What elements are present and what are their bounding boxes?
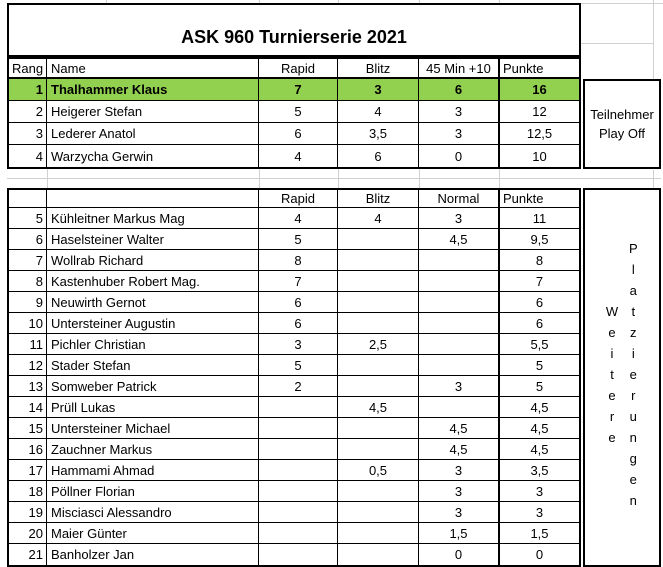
normal-cell[interactable]: 0 (454, 148, 463, 164)
punkte-cell[interactable]: 3,5 (498, 460, 579, 481)
name-cell[interactable]: Warzycha Gerwin (47, 145, 259, 167)
normal-cell[interactable] (419, 250, 498, 271)
normal-cell[interactable]: 3 (419, 502, 498, 523)
blitz-cell[interactable] (338, 250, 419, 271)
rapid-cell[interactable]: 4 (259, 145, 338, 167)
table-row[interactable] (9, 334, 579, 355)
blitz-cell[interactable] (338, 355, 419, 376)
name-cell[interactable]: Pichler Christian (47, 334, 259, 355)
punkte-cell[interactable]: 5,5 (498, 334, 579, 355)
name-cell[interactable]: Kastenhuber Robert Mag. (47, 271, 259, 292)
name-cell[interactable]: Kühleitner Markus Mag (47, 208, 259, 229)
rank-cell[interactable]: 7 (9, 250, 47, 271)
gridline (419, 169, 420, 188)
column-header-blitz[interactable]: Blitz (338, 190, 419, 208)
blitz-cell[interactable]: 2,5 (338, 334, 419, 355)
normal-cell[interactable]: 3 (419, 376, 498, 397)
table-row[interactable] (9, 418, 579, 439)
name-cell[interactable]: Maier Günter (47, 523, 259, 544)
others-table (7, 188, 581, 567)
rapid-cell[interactable]: 7 (259, 271, 338, 292)
rapid-cell[interactable]: 7 (259, 79, 338, 101)
rapid-cell[interactable] (259, 397, 338, 418)
normal-cell[interactable] (419, 397, 498, 418)
rank-cell[interactable]: 13 (9, 376, 47, 397)
rank-cell[interactable]: 20 (9, 523, 47, 544)
normal-cell[interactable] (419, 334, 498, 355)
blitz-cell[interactable] (338, 229, 419, 250)
table-row[interactable] (9, 79, 579, 101)
name-cell[interactable]: Untersteiner Augustin (47, 313, 259, 334)
normal-cell[interactable]: 1,5 (419, 523, 498, 544)
blitz-cell[interactable]: 6 (338, 145, 419, 167)
punkte-cell[interactable]: 5 (498, 355, 579, 376)
page-title: ASK 960 Turnierserie 2021 (181, 27, 407, 47)
rank-cell[interactable]: 5 (9, 208, 47, 229)
name-cell[interactable]: Wollrab Richard (47, 250, 259, 271)
name-cell[interactable]: Banholzer Jan (47, 544, 259, 565)
blitz-cell[interactable]: 4,5 (338, 397, 419, 418)
rank-cell[interactable]: 3 (9, 123, 47, 145)
blitz-cell[interactable]: 3 (338, 79, 419, 101)
rapid-cell[interactable] (259, 523, 338, 544)
name-cell[interactable]: Misciasci Alessandro (47, 502, 259, 523)
name-cell[interactable]: Pöllner Florian (47, 481, 259, 502)
gridline (581, 43, 653, 44)
rank-cell[interactable]: 8 (9, 271, 47, 292)
normal-cell[interactable]: 4,5 (419, 418, 498, 439)
table-row[interactable] (9, 544, 579, 565)
table-row[interactable] (9, 229, 579, 250)
column-header-blitz[interactable]: Blitz (338, 59, 419, 79)
rapid-cell[interactable]: 6 (259, 123, 338, 145)
punkte-cell[interactable]: 6 (498, 313, 579, 334)
column-header-punkte[interactable]: Punkte (498, 59, 579, 79)
rapid-cell[interactable] (259, 502, 338, 523)
rapid-cell[interactable] (259, 544, 338, 565)
column-header-45min[interactable]: 45 Min +10 (419, 59, 498, 79)
table-row[interactable] (9, 481, 579, 502)
punkte-cell[interactable]: 3 (498, 502, 579, 523)
gridline (7, 178, 661, 179)
table-row[interactable] (9, 439, 579, 460)
vertical-word-platzierungen: Platzierungen (625, 241, 641, 514)
normal-cell[interactable] (419, 292, 498, 313)
rank-cell[interactable]: 10 (9, 313, 47, 334)
table-row[interactable] (9, 208, 579, 229)
name-cell[interactable]: Untersteiner Michael (47, 418, 259, 439)
gridline (653, 170, 654, 188)
name-cell[interactable]: Prüll Lukas (47, 397, 259, 418)
table-row[interactable] (9, 271, 579, 292)
normal-cell[interactable] (419, 271, 498, 292)
punkte-cell[interactable]: 12 (498, 101, 579, 123)
column-header-normal[interactable]: Normal (419, 190, 498, 208)
gridline (47, 169, 48, 188)
rapid-cell[interactable]: 5 (259, 101, 338, 123)
name-cell[interactable]: Somweber Patrick (47, 376, 259, 397)
normal-cell[interactable]: 4,5 (419, 439, 498, 460)
table-row[interactable] (9, 292, 579, 313)
blitz-cell[interactable] (338, 481, 419, 502)
punkte-cell[interactable]: 12,5 (498, 123, 579, 145)
table-row[interactable] (9, 523, 579, 544)
table-row[interactable] (9, 460, 579, 481)
column-header-empty-name[interactable] (47, 190, 259, 208)
rapid-cell[interactable] (259, 481, 338, 502)
rapid-cell[interactable]: 5 (259, 355, 338, 376)
normal-cell[interactable]: 3 (419, 208, 498, 229)
blitz-cell[interactable] (338, 502, 419, 523)
punkte-cell[interactable]: 9,5 (498, 229, 579, 250)
blitz-cell[interactable] (338, 418, 419, 439)
rapid-cell[interactable]: 4 (259, 208, 338, 229)
column-header-name[interactable]: Name (47, 59, 259, 79)
playoff-rows (9, 79, 579, 167)
name-cell[interactable]: Hammami Ahmad (47, 460, 259, 481)
rank-cell[interactable]: 4 (9, 145, 47, 167)
punkte-cell[interactable]: 5 (498, 376, 579, 397)
rapid-cell[interactable] (259, 439, 338, 460)
gridline (338, 169, 339, 188)
rank-cell[interactable]: 21 (9, 544, 47, 565)
others-rows (9, 208, 579, 565)
rank-cell[interactable]: 12 (9, 355, 47, 376)
table-row[interactable] (9, 123, 579, 145)
name-cell[interactable]: Haselsteiner Walter (47, 229, 259, 250)
blitz-cell[interactable] (338, 376, 419, 397)
playoff-label-line1: Teilnehmer (590, 106, 654, 122)
gridline (259, 169, 260, 188)
playoff-header-row (9, 59, 579, 79)
rank-cell[interactable]: 18 (9, 481, 47, 502)
punkte-cell[interactable]: 4,5 (498, 439, 579, 460)
title-cell[interactable] (7, 3, 581, 57)
column-header-rapid[interactable]: Rapid (259, 59, 338, 79)
rapid-cell[interactable] (259, 460, 338, 481)
blitz-cell[interactable]: 4 (338, 208, 419, 229)
rank-cell[interactable]: 6 (9, 229, 47, 250)
playoff-participants-box (583, 79, 661, 169)
table-row[interactable] (9, 355, 579, 376)
rapid-cell[interactable]: 6 (259, 292, 338, 313)
punkte-cell[interactable]: 4,5 (498, 397, 579, 418)
rank-cell[interactable]: 1 (9, 79, 47, 101)
blitz-cell[interactable] (338, 523, 419, 544)
gridline (581, 3, 663, 4)
blitz-cell[interactable] (338, 544, 419, 565)
name-cell[interactable]: Thalhammer Klaus (47, 79, 259, 101)
rank-cell[interactable]: 2 (9, 101, 47, 123)
column-header-rang[interactable]: Rang (9, 59, 47, 79)
gridline (653, 0, 654, 79)
rank-cell[interactable]: 16 (9, 439, 47, 460)
column-header-punkte[interactable]: Punkte (498, 190, 579, 208)
normal-cell[interactable] (419, 355, 498, 376)
normal-cell[interactable]: 0 (454, 547, 463, 562)
punkte-cell[interactable]: 0 (498, 544, 579, 565)
rapid-cell[interactable]: 6 (259, 313, 338, 334)
rank-cell[interactable]: 19 (9, 502, 47, 523)
rank-cell[interactable]: 15 (9, 418, 47, 439)
table-row[interactable] (9, 250, 579, 271)
table-row[interactable] (9, 101, 579, 123)
table-row[interactable] (9, 376, 579, 397)
blitz-cell[interactable] (338, 313, 419, 334)
table-row[interactable] (9, 313, 579, 334)
punkte-cell[interactable]: 11 (498, 208, 579, 229)
weitere-platzierungen-box (583, 188, 661, 567)
playoff-table (7, 57, 581, 169)
rank-cell[interactable]: 17 (9, 460, 47, 481)
blitz-cell[interactable] (338, 439, 419, 460)
blitz-cell[interactable] (338, 292, 419, 313)
rapid-cell[interactable]: 8 (259, 250, 338, 271)
normal-cell[interactable]: 3 (419, 123, 498, 145)
punkte-cell[interactable]: 8 (498, 250, 579, 271)
normal-cell[interactable]: 3 (419, 101, 498, 123)
gridline (499, 169, 500, 188)
name-cell[interactable]: Zauchner Markus (47, 439, 259, 460)
punkte-cell[interactable]: 16 (498, 79, 579, 101)
blitz-cell[interactable] (338, 271, 419, 292)
table-row[interactable] (9, 502, 579, 523)
rapid-cell[interactable]: 3 (259, 334, 338, 355)
column-header-empty-rang[interactable] (9, 190, 47, 208)
name-cell[interactable]: Stader Stefan (47, 355, 259, 376)
rapid-cell[interactable]: 5 (259, 229, 338, 250)
punkte-cell[interactable]: 7 (498, 271, 579, 292)
others-header-row (9, 190, 579, 208)
column-header-rapid[interactable]: Rapid (259, 190, 338, 208)
blitz-cell[interactable]: 0,5 (338, 460, 419, 481)
punkte-cell[interactable]: 1,5 (498, 523, 579, 544)
rapid-cell[interactable] (259, 418, 338, 439)
normal-cell[interactable]: 4,5 (419, 229, 498, 250)
table-row[interactable] (9, 397, 579, 418)
blitz-cell[interactable]: 4 (338, 101, 419, 123)
normal-cell[interactable]: 6 (419, 79, 498, 101)
normal-cell[interactable]: 3 (419, 481, 498, 502)
normal-cell[interactable]: 3 (419, 460, 498, 481)
rapid-cell[interactable]: 2 (259, 376, 338, 397)
name-cell[interactable]: Heigerer Stefan (47, 101, 259, 123)
vertical-word-weitere: Weitere (604, 304, 620, 451)
rank-cell[interactable]: 9 (9, 292, 47, 313)
punkte-cell[interactable]: 6 (498, 292, 579, 313)
playoff-label-line2: Play Off (598, 126, 645, 141)
punkte-cell[interactable]: 3 (498, 481, 579, 502)
punkte-cell[interactable]: 4,5 (498, 418, 579, 439)
rank-cell[interactable]: 14 (9, 397, 47, 418)
name-cell[interactable]: Lederer Anatol (47, 123, 259, 145)
name-cell[interactable]: Neuwirth Gernot (47, 292, 259, 313)
normal-cell[interactable] (419, 313, 498, 334)
blitz-cell[interactable]: 3,5 (338, 123, 419, 145)
rank-cell[interactable]: 11 (9, 334, 47, 355)
table-row[interactable] (9, 145, 579, 167)
punkte-cell[interactable]: 10 (498, 145, 579, 167)
